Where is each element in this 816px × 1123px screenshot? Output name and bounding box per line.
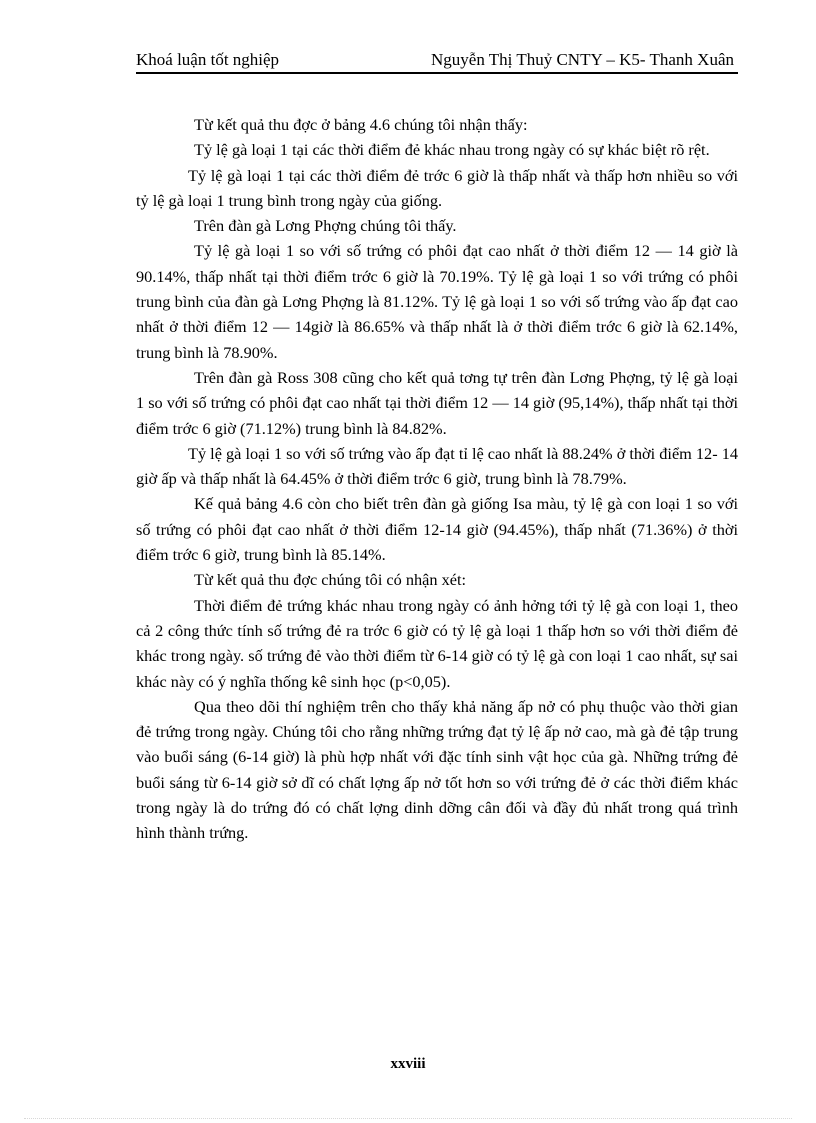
paragraph: Từ kết quả thu đợc chúng tôi có nhận xét: [194, 570, 466, 590]
paragraph: Tỷ lệ gà loại 1 tại các thời điểm đẻ trớc 6 giờ là thấp nhất và thấp hơn nhiều so với tỷ lệ gà loại 1 trung bình trong ngày của giống. [136, 165, 738, 210]
paragraph: Tỷ lệ gà loại 1 so với số trứng vào ấp đạt tỉ lệ cao nhất là 88.24% ở thời điểm 12- 14 giờ ấp và thấp nhất là 64.45% ở thời điểm trớc 6 giờ, trung bình là 78.79%. [136, 443, 738, 489]
paragraph: Trên đàn gà Lơng Phợng chúng tôi thấy. [194, 216, 457, 236]
page-body [136, 112, 738, 846]
paragraph: Tỷ lệ gà loại 1 tại các thời điểm đẻ khác nhau trong ngày có sự khác biệt rõ rệt. [194, 140, 710, 160]
paragraph: Trên đàn gà Ross 308 cũng cho kết quả tơng tự trên đàn Lơng Phợng, tỷ lệ gà loại 1 so với số trứng có phôi đạt cao nhất tại thời điểm 12 — 14 giờ (95,14%), thấp nhất tại thời điểm trớc 6 giờ (71.12%) trung bình là 84.82%. [136, 367, 738, 438]
paragraph: Qua theo dõi thí nghiệm trên cho thấy khả năng ấp nở có phụ thuộc vào thời gian đẻ trứng trong ngày. Chúng tôi cho rằng những trứng đạt tỷ lệ ấp nở cao, mà gà đẻ tập trung vào buổi sáng (6-14 giờ) là phù hợp nhất với đặc tính sinh vật học của gà. Những trứng đẻ buổi sáng từ 6-14 giờ sở dĩ có chất lợng ấp nở tốt hơn so với trứng đẻ ở các thời điểm khác trong ngày là do trứng đó có chất lợng dinh dỡng cân đối và đầy đủ nhất trong quá trình hình thành trứng. [136, 696, 738, 843]
header-author: Nguyễn Thị Thuỷ CNTY – K5- Thanh Xuân [431, 50, 734, 69]
page-number: xxviii [390, 1056, 426, 1072]
paragraph: Tỷ lệ gà loại 1 so với số trứng có phôi đạt cao nhất ở thời điểm 12 — 14 giờ là 90.14%, thấp nhất tại thời điểm trớc 6 giờ là 70.19%. Tỷ lệ gà loại 1 so với trứng có phôi trung bình của đàn gà Lơng Phợng là 81.12%. Tỷ lệ gà loại 1 so với số trứng vào ấp đạt cao nhất ở thời điểm 12 — 14giờ là 86.65% và thấp nhất là ở thời điểm trớc 6 giờ là 62.14%, trung bình là 78.90%. [136, 241, 738, 362]
paragraph: Kế quả bảng 4.6 còn cho biết trên đàn gà giống Isa màu, tỷ lệ gà con loại 1 so với số trứng có phôi đạt cao nhất ở thời điểm 12-14 giờ (94.45%), thấp nhất (71.36%) ở thời điểm trớc 6 giờ, trung bình là 85.14%. [136, 494, 738, 565]
page-header [136, 50, 738, 74]
paragraph: Từ kết quả thu đợc ở bảng 4.6 chúng tôi nhận thấy: [194, 115, 528, 134]
header-thesis-label: Khoá luận tốt nghiệp [136, 50, 280, 69]
bottom-divider [24, 1118, 792, 1119]
paragraph: Thời điểm đẻ trứng khác nhau trong ngày có ảnh hởng tới tỷ lệ gà con loại 1, theo cả 2 công thức tính số trứng đẻ ra trớc 6 giờ có tỷ lệ gà loại 1 thấp hơn so với thời điểm đẻ khác trong ngày. số trứng đẻ vào thời điểm từ 6-14 giờ có tỷ lệ gà con loại 1 cao nhất, sự sai khác này có ý nghĩa thống kê sinh học (p<0,05). [136, 595, 738, 691]
